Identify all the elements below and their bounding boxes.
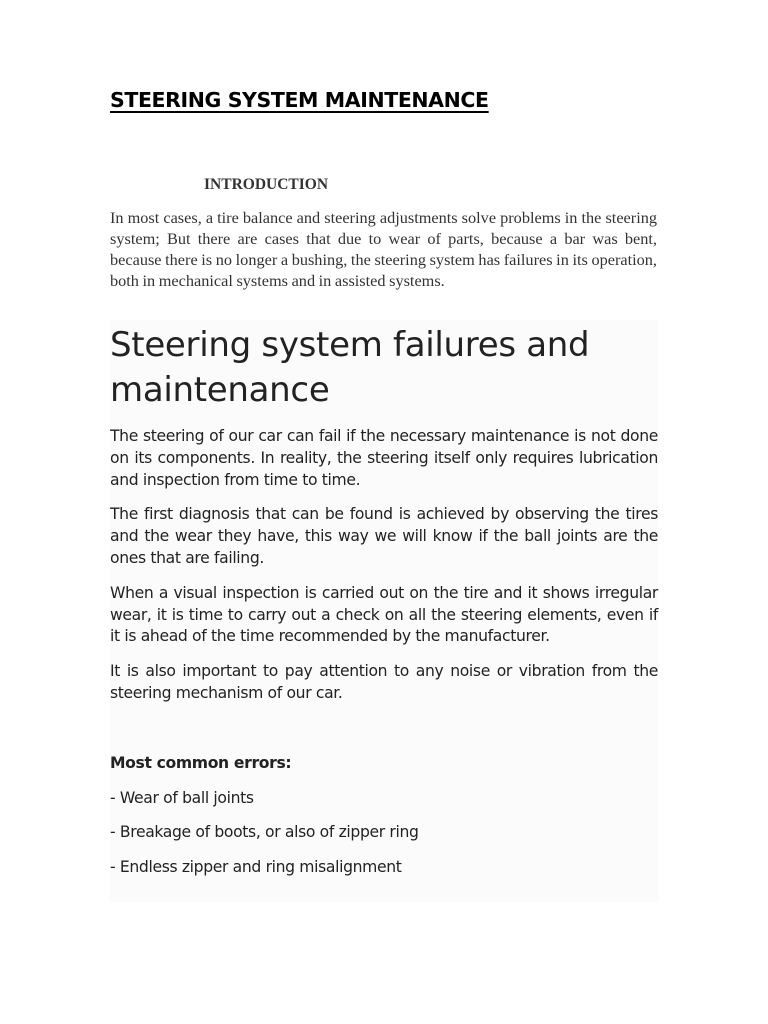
introduction-heading: INTRODUCTION bbox=[204, 176, 329, 193]
common-errors-heading: Most common errors: bbox=[110, 753, 292, 772]
article-title: Steering system failures and maintenance bbox=[110, 325, 590, 410]
article-paragraph: It is also important to pay attention to any noise or vibration from the steering mechanism of our car. bbox=[110, 662, 658, 702]
article-paragraph: The first diagnosis that can be found is achieved by observing the tires and the wear they have, this way we will know if the ball joints are the ones that are failing. bbox=[110, 505, 658, 567]
error-list-item: - Endless zipper and ring misalignment bbox=[110, 858, 402, 877]
article-section bbox=[110, 320, 658, 902]
error-list-item: - Breakage of boots, or also of zipper ring bbox=[110, 823, 419, 842]
article-paragraph: When a visual inspection is carried out on the tire and it shows irregular wear, it is time to carry out a check on all the steering elements, even if it is ahead of the time recommended by the manufacturer. bbox=[110, 583, 658, 646]
document-title: STEERING SYSTEM MAINTENANCE bbox=[110, 88, 489, 112]
introduction-paragraph: In most cases, a tire balance and steering adjustments solve problems in the steering system; But there are cases that due to wear of parts, because a bar was bent, because there is no longer a bushing, the steering system has failures in its operation, both in mechanical systems and in assisted systems. bbox=[110, 208, 657, 290]
article-paragraph: The steering of our car can fail if the necessary maintenance is not done on its components. In reality, the steering itself only requires lubrication and inspection from time to time. bbox=[110, 427, 658, 489]
error-list-item: - Wear of ball joints bbox=[110, 788, 254, 807]
